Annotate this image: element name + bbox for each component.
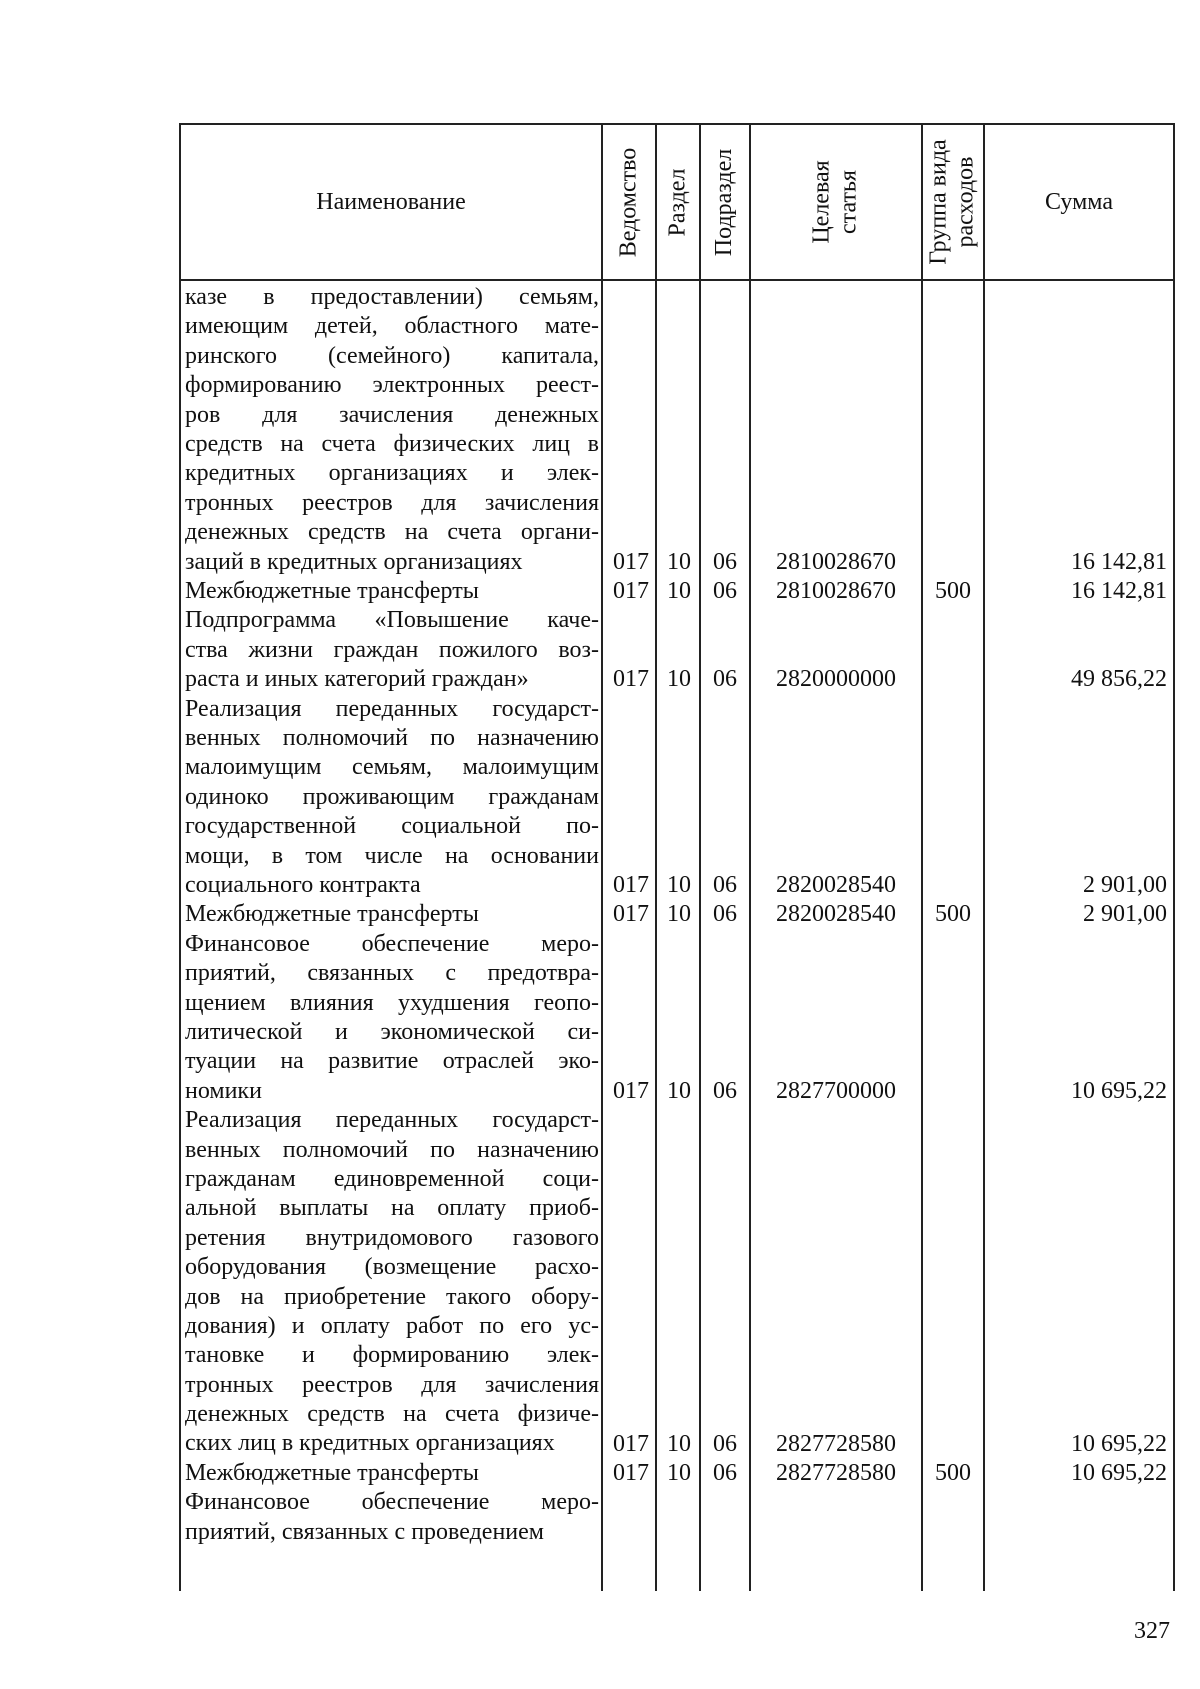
header-name-label: Наименование <box>316 188 466 215</box>
row-podrazdel: 06 <box>713 1430 737 1457</box>
row-name-line: оборудования (возмещение расхо- <box>185 1254 599 1281</box>
row-vedomstvo: 017 <box>613 666 649 693</box>
row-name-line: литической и экономической си- <box>185 1018 599 1045</box>
row-name-line: заций в кредитных организациях <box>185 548 523 575</box>
table-row <box>181 930 1173 1106</box>
row-name-line: дов на приобретение такого обору- <box>185 1283 599 1310</box>
header-celevaya-line2: статья <box>835 170 862 234</box>
row-vedomstvo: 017 <box>613 548 649 575</box>
row-name-line: формированию электронных реест- <box>185 372 599 399</box>
row-name-line: тронных реестров для зачисления <box>185 1371 599 1398</box>
row-gruppa: 500 <box>935 578 971 604</box>
row-gruppa: 500 <box>935 1460 971 1486</box>
row-name-line: Финансовое обеспечение меро- <box>185 930 599 957</box>
row-name-line: венных полномочий по назначению <box>185 1136 599 1163</box>
row-summa: 16 142,81 <box>1071 548 1167 575</box>
row-name-line: Межбюджетные трансферты <box>185 901 479 928</box>
header-summa-label: Сумма <box>1045 188 1113 215</box>
row-podrazdel: 06 <box>713 1077 737 1104</box>
row-razdel: 10 <box>667 1077 691 1104</box>
row-name-line: одиноко проживающим гражданам <box>185 783 599 810</box>
header-celevaya-line1: Целевая <box>808 160 835 244</box>
row-name <box>185 900 599 929</box>
row-name-line: денежных средств на счета органи- <box>185 519 599 546</box>
row-vedomstvo: 017 <box>613 1430 649 1457</box>
row-name <box>185 577 599 606</box>
row-summa: 49 856,22 <box>1071 666 1167 693</box>
row-celevaya: 2820028540 <box>776 871 896 898</box>
table-header <box>181 125 1173 281</box>
row-vedomstvo: 017 <box>613 871 649 898</box>
row-name-line: Межбюджетные трансферты <box>185 1460 479 1486</box>
row-razdel: 10 <box>667 548 691 575</box>
row-name-line: Реализация переданных государст- <box>185 695 599 722</box>
row-name-line: раста и иных категорий граждан» <box>185 666 529 693</box>
header-name <box>181 125 601 279</box>
row-name-line: гражданам единовременной соци- <box>185 1165 599 1192</box>
header-podrazdel <box>701 125 749 279</box>
header-celevaya <box>751 125 921 279</box>
table-row <box>181 695 1173 901</box>
row-name-line: щением влияния ухудшения геопо- <box>185 989 599 1016</box>
table-row <box>181 900 1173 929</box>
row-podrazdel: 06 <box>713 666 737 693</box>
row-podrazdel: 06 <box>713 548 737 575</box>
header-vedomstvo <box>603 125 655 279</box>
table-row <box>181 1459 1173 1488</box>
row-podrazdel: 06 <box>713 1460 737 1486</box>
row-celevaya: 2820000000 <box>776 666 896 693</box>
header-razdel <box>657 125 699 279</box>
row-name-line: Реализация переданных государст- <box>185 1107 599 1134</box>
row-razdel: 10 <box>667 1430 691 1457</box>
row-name-line: тановке и формированию элек- <box>185 1342 599 1369</box>
page-number: 327 <box>1134 1618 1170 1644</box>
row-name-line: ства жизни граждан пожилого воз- <box>185 636 599 663</box>
row-razdel: 10 <box>667 901 691 928</box>
row-summa: 2 901,00 <box>1083 871 1167 898</box>
row-name <box>185 283 599 577</box>
row-celevaya: 2827700000 <box>776 1077 896 1104</box>
header-podrazdel-label: Подраздел <box>711 148 738 256</box>
row-celevaya: 2810028670 <box>776 578 896 604</box>
header-gruppa-label <box>926 139 980 264</box>
header-summa <box>985 125 1173 279</box>
row-name <box>185 1106 599 1459</box>
row-name-line: казе в предоставлении) семьям, <box>185 284 599 310</box>
row-name <box>185 1488 599 1547</box>
table-row <box>181 1488 1173 1547</box>
row-name <box>185 695 599 901</box>
row-name <box>185 606 599 694</box>
row-podrazdel: 06 <box>713 901 737 928</box>
header-gruppa-line1: Группа вида <box>926 139 952 265</box>
table-row <box>181 577 1173 606</box>
row-razdel: 10 <box>667 871 691 898</box>
row-vedomstvo: 017 <box>613 1460 649 1486</box>
row-vedomstvo: 017 <box>613 1077 649 1104</box>
row-name <box>185 1459 599 1488</box>
row-name-line: денежных средств на счета физиче- <box>185 1401 599 1428</box>
row-name-line: номики <box>185 1077 262 1104</box>
row-celevaya: 2820028540 <box>776 901 896 928</box>
row-name-line: дования) и оплату работ по его ус- <box>185 1312 599 1339</box>
budget-table <box>179 123 1175 1591</box>
row-celevaya: 2810028670 <box>776 548 896 575</box>
row-summa: 16 142,81 <box>1071 578 1167 604</box>
row-name-line: Межбюджетные трансферты <box>185 578 479 604</box>
row-name-line: государственной социальной по- <box>185 813 599 840</box>
row-summa: 10 695,22 <box>1071 1460 1167 1486</box>
row-razdel: 10 <box>667 1460 691 1486</box>
row-name-line: ских лиц в кредитных организациях <box>185 1430 555 1457</box>
row-name-line: имеющим детей, областного мате- <box>185 313 599 340</box>
row-name-line: социального контракта <box>185 871 421 898</box>
row-name-line: средств на счета физических лиц в <box>185 430 599 457</box>
header-vedomstvo-label: Ведомство <box>615 147 642 257</box>
row-gruppa: 500 <box>935 901 971 928</box>
row-podrazdel: 06 <box>713 578 737 604</box>
row-name-line: мощи, в том числе на основании <box>185 842 599 869</box>
row-celevaya: 2827728580 <box>776 1460 896 1486</box>
row-name-line: малоимущим семьям, малоимущим <box>185 754 599 781</box>
table-row <box>181 1106 1173 1459</box>
row-name-line: туации на развитие отраслей эко- <box>185 1048 599 1075</box>
row-name-line: кредитных организациях и элек- <box>185 460 599 487</box>
row-razdel: 10 <box>667 666 691 693</box>
row-name-line: ринского (семейного) капитала, <box>185 342 599 369</box>
row-summa: 2 901,00 <box>1083 901 1167 928</box>
header-gruppa-line2: расходов <box>953 156 979 248</box>
row-name-line: ров для зачисления денежных <box>185 401 599 428</box>
row-razdel: 10 <box>667 578 691 604</box>
header-razdel-label: Раздел <box>664 168 691 236</box>
row-podrazdel: 06 <box>713 871 737 898</box>
table-body <box>181 281 1173 1591</box>
row-vedomstvo: 017 <box>613 578 649 604</box>
row-name-line: тронных реестров для зачисления <box>185 489 599 516</box>
header-celevaya-label <box>809 160 863 243</box>
header-gruppa <box>923 125 983 279</box>
row-summa: 10 695,22 <box>1071 1430 1167 1457</box>
table-row <box>181 283 1173 577</box>
row-name-line: ретения внутридомового газового <box>185 1224 599 1251</box>
row-name-line: приятий, связанных с проведением <box>185 1518 544 1545</box>
row-name <box>185 930 599 1106</box>
row-name-line: венных полномочий по назначению <box>185 724 599 751</box>
row-celevaya: 2827728580 <box>776 1430 896 1457</box>
row-name-line: Финансовое обеспечение меро- <box>185 1489 599 1516</box>
row-name-line: Подпрограмма «Повышение каче- <box>185 607 599 634</box>
row-summa: 10 695,22 <box>1071 1077 1167 1104</box>
table-row <box>181 606 1173 694</box>
row-vedomstvo: 017 <box>613 901 649 928</box>
row-name-line: альной выплаты на оплату приоб- <box>185 1195 599 1222</box>
row-name-line: приятий, связанных с предотвра- <box>185 960 599 987</box>
